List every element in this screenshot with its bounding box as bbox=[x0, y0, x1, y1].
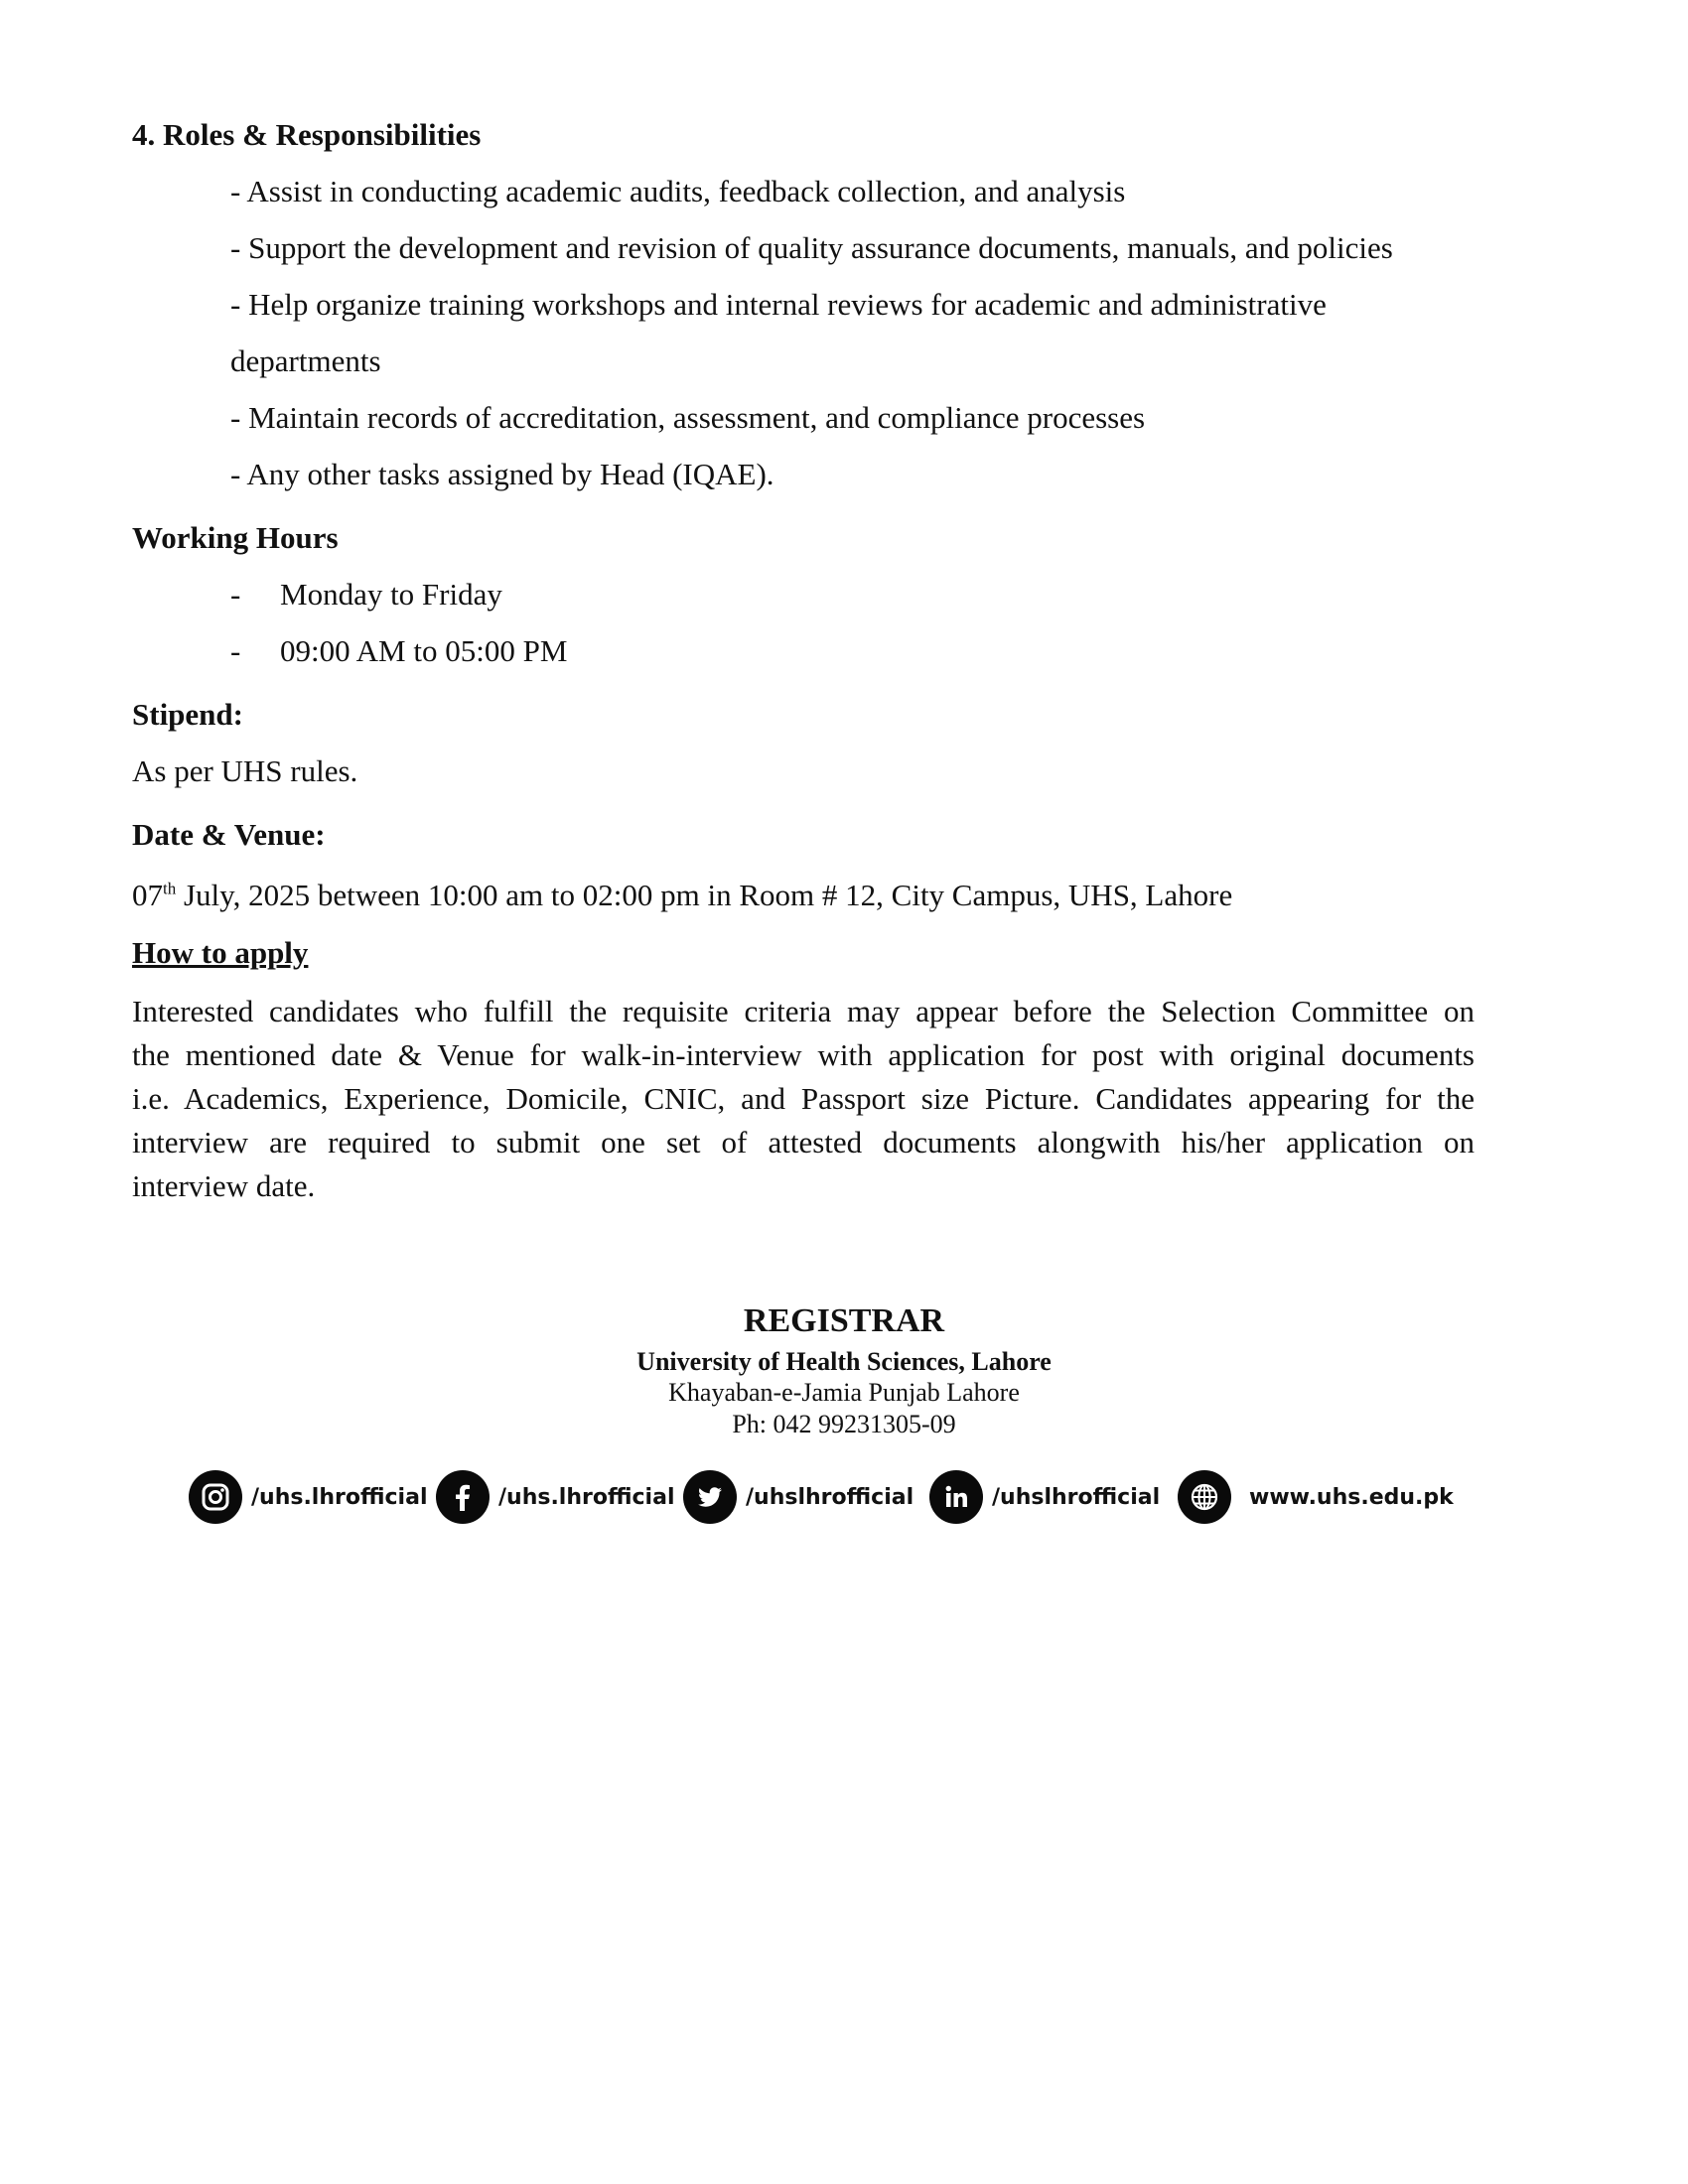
roles-heading: 4. Roles & Responsibilities bbox=[132, 117, 482, 152]
linkedin-handle: /uhslhrofficial bbox=[992, 1484, 1161, 1510]
how-to-apply-line-2: the mentioned date & Venue for walk-in-interview with application for post with original documents bbox=[132, 1037, 1475, 1072]
registrar-title: REGISTRAR bbox=[743, 1302, 945, 1339]
roles-item-5: - Any other tasks assigned by Head (IQAE). bbox=[230, 457, 774, 491]
instagram-icon bbox=[189, 1470, 242, 1524]
how-to-apply-line-5: interview date. bbox=[132, 1168, 316, 1203]
roles-item-4: - Maintain records of accreditation, assessment, and compliance processes bbox=[230, 400, 1146, 435]
social-link-facebook[interactable] bbox=[436, 1469, 674, 1525]
how-to-apply-line-4: interview are required to submit one set of attested documents alongwith his/her application on bbox=[132, 1125, 1475, 1160]
facebook-handle: /uhs.lhrofficial bbox=[498, 1484, 675, 1510]
working-hours-bullet-2: - bbox=[230, 633, 241, 668]
working-hours-time: 09:00 AM to 05:00 PM bbox=[280, 633, 568, 668]
facebook-icon bbox=[436, 1470, 490, 1524]
how-to-apply-paragraph bbox=[132, 990, 1475, 1208]
globe-icon bbox=[1178, 1470, 1231, 1524]
twitter-handle: /uhslhrofficial bbox=[746, 1484, 914, 1510]
working-hours-bullet-1: - bbox=[230, 577, 241, 612]
how-to-apply-line-3: i.e. Academics, Experience, Domicile, CNIC, and Passport size Picture. Candidates appearing for the bbox=[132, 1081, 1475, 1116]
website-url: www.uhs.edu.pk bbox=[1249, 1484, 1454, 1510]
linkedin-icon bbox=[929, 1470, 983, 1524]
social-links bbox=[0, 1469, 1688, 1529]
social-link-instagram[interactable] bbox=[189, 1469, 427, 1525]
date-venue-rest: July, 2025 between 10:00 am to 02:00 pm in Room # 12, City Campus, UHS, Lahore bbox=[176, 878, 1233, 912]
instagram-handle: /uhs.lhrofficial bbox=[251, 1484, 428, 1510]
stipend-text: As per UHS rules. bbox=[132, 753, 358, 788]
roles-item-3: - Help organize training workshops and internal reviews for academic and administrative bbox=[230, 287, 1327, 322]
date-day: 07 bbox=[132, 878, 163, 912]
working-hours-days: Monday to Friday bbox=[280, 577, 502, 612]
stipend-heading: Stipend: bbox=[132, 697, 243, 732]
roles-item-2: - Support the development and revision of quality assurance documents, manuals, and policies bbox=[230, 230, 1393, 265]
working-hours-heading: Working Hours bbox=[132, 520, 339, 555]
date-venue-heading: Date & Venue: bbox=[132, 817, 326, 852]
date-day-suffix: th bbox=[163, 879, 177, 898]
twitter-icon bbox=[683, 1470, 737, 1524]
how-to-apply-line-1: Interested candidates who fulfill the requisite criteria may appear before the Selection Committee on bbox=[132, 994, 1475, 1028]
university-phone: Ph: 042 99231305-09 bbox=[732, 1410, 956, 1438]
roles-item-1: - Assist in conducting academic audits, feedback collection, and analysis bbox=[230, 174, 1126, 208]
date-venue-text bbox=[132, 878, 1232, 913]
roles-item-3-continued: departments bbox=[230, 343, 381, 378]
university-name: University of Health Sciences, Lahore bbox=[636, 1347, 1052, 1376]
social-link-website[interactable] bbox=[1178, 1469, 1454, 1525]
university-address: Khayaban-e-Jamia Punjab Lahore bbox=[668, 1378, 1020, 1407]
how-to-apply-heading: How to apply bbox=[132, 935, 309, 970]
social-link-twitter[interactable] bbox=[683, 1469, 914, 1525]
social-link-linkedin[interactable] bbox=[929, 1469, 1160, 1525]
